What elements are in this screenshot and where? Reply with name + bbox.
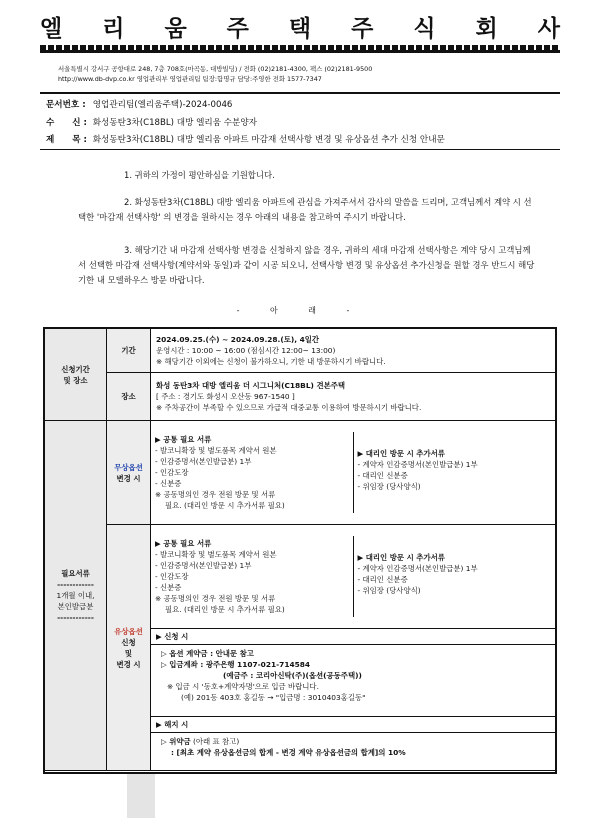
header-solid-rule xyxy=(40,50,560,53)
place-name: 화성 동탄3차 대방 엘리움 더 시그니처(C18BL) 견본주택 xyxy=(156,381,346,390)
company-title-char: 엘 xyxy=(40,16,63,42)
table-continuation-strip xyxy=(127,774,155,818)
place-header: 장소 xyxy=(107,373,151,421)
details-table xyxy=(44,328,556,771)
common-docs-paid xyxy=(151,536,353,617)
address-block xyxy=(52,62,548,92)
docs-label: 필요서류 xyxy=(61,569,90,578)
docs-header xyxy=(45,421,107,771)
cancel-section xyxy=(151,717,556,771)
common-docs-list-paid xyxy=(155,549,349,615)
paid-option-sub-3: 변경 시 xyxy=(116,659,141,669)
place-address: [ 주소 : 경기도 화성시 오산동 967-1540 ] xyxy=(156,392,295,401)
company-title xyxy=(40,10,560,43)
cancel-formula: : [최초 계약 유상옵션금의 합계 - 변경 계약 유상옵션금의 합계]의 10% xyxy=(171,748,406,757)
apply-note: ※ 입금 시 '동호+계약자명'으로 입금 바랍니다. xyxy=(167,682,319,691)
period-header: 기간 xyxy=(107,329,151,373)
list-item: - 대리인 신분증 xyxy=(357,575,408,584)
paragraph-3: 3. 해당기간 내 마감재 선택사항 변경을 신청하지 않을 경우, 귀하의 세대 마감재 선택사항은 계약 당시 고객님께서 선택한 마감재 선택사항(계약서와 동일)과 같이 시공 되오니, 선택사항 변경 및 유상옵션 추가신청을 원할 경우 반드시 해당기한 내 모델하우스 방문 바랍니다. xyxy=(78,245,535,285)
paragraph-1: 1. 귀하의 가정이 평안하심을 기원합니다. xyxy=(124,170,275,180)
recipient xyxy=(46,116,257,128)
docs-separator-2: ------------ xyxy=(57,613,94,622)
free-option-docs xyxy=(151,421,556,525)
docs-separator: ------------ xyxy=(57,580,94,589)
list-item: - 위임장 (당사양식) xyxy=(357,586,421,595)
period-hours: 운영시간 : 10:00 ~ 16:00 (점심시간 12:00~ 13:00) xyxy=(156,346,336,355)
company-title-char: 회 xyxy=(475,16,498,42)
address-rule xyxy=(40,92,560,94)
docs-sub-2: 본인발급분 xyxy=(57,602,94,611)
free-option-header xyxy=(107,421,151,525)
cancel-penalty-label: ▷ 위약금 xyxy=(161,737,191,746)
list-item: - 인감증명서(본인발급분) 1부 xyxy=(155,561,252,570)
apply-example: (예) 201동 403호 홍길동 → "입금명 : 3010403홍길동" xyxy=(181,693,366,702)
agent-docs-title: ▶ 대리인 방문 시 추가서류 xyxy=(357,449,445,458)
recipient-label: 수 신 : xyxy=(46,118,87,128)
list-item: - 인감증명서(본인발급분) 1부 xyxy=(155,457,252,466)
list-item: - 신분증 xyxy=(155,583,182,592)
list-item: - 발코니확장 및 별도품목 계약서 원본 xyxy=(155,550,277,559)
agent-docs-paid xyxy=(353,536,556,617)
doc-number xyxy=(46,98,232,110)
free-option-label: 무상옵션 xyxy=(114,462,143,472)
address-line: 서울특별시 강서구 공항대로 248, 7층 708호(마곡동, 대방빌딩) / 전화 (02)2181-4300, 팩스 (02)2181-9500 xyxy=(58,65,373,73)
common-docs-list xyxy=(155,445,349,511)
company-title-char: 식 xyxy=(413,16,436,42)
list-item: - 계약자 인감증명서(본인발급분) 1부 xyxy=(357,460,478,469)
subject xyxy=(46,133,445,145)
common-docs-title: ▶ 공통 필요 서류 xyxy=(155,435,212,444)
list-item: - 계약자 인감증명서(본인발급분) 1부 xyxy=(357,564,478,573)
doc-number-label: 문서번호 : xyxy=(46,100,86,110)
agent-docs-title-paid: ▶ 대리인 방문 시 추가서류 xyxy=(357,553,445,562)
company-title-char: 주 xyxy=(351,16,374,42)
list-item: - 인감도장 xyxy=(155,468,189,477)
cancel-title: ▶ 해지 시 xyxy=(151,717,555,733)
place-cell xyxy=(151,373,556,421)
list-item: - 인감도장 xyxy=(155,572,189,581)
company-title-char: 리 xyxy=(102,16,125,42)
cancel-penalty-ref: (아래 표 참고) xyxy=(190,737,240,746)
subject-value: 화성동탄3차(C18BL) 대방 엘리움 아파트 마감재 선택사항 변경 및 유상옵션 추가 신청 안내문 xyxy=(92,135,445,145)
company-title-char: 사 xyxy=(537,16,560,42)
common-docs-title-paid: ▶ 공통 필요 서류 xyxy=(155,539,212,548)
recipient-value: 화성동탄3차(C18BL) 대방 엘리움 수분양자 xyxy=(92,118,257,128)
docs-sub-1: 1개월 이내, xyxy=(56,591,95,600)
place-note: ※ 주차공간이 부족할 수 있으므로 가급적 대중교통 이용하여 방문하시기 바랍니다. xyxy=(156,403,422,412)
paid-option-sub-1: 신청 xyxy=(121,637,136,647)
apply-title: ▶ 신청 시 xyxy=(151,629,555,645)
doc-number-value: 영업관리팀(엘리움주택)-2024-0046 xyxy=(92,100,233,110)
cancel-penalty xyxy=(161,736,550,747)
paid-option-header xyxy=(107,525,151,771)
meta-rule xyxy=(40,149,560,150)
period-dates: 2024.09.25.(수) ~ 2024.09.28.(토), 4일간 xyxy=(156,335,320,344)
apply-deposit: ▷ 옵션 계약금 : 안내문 참고 xyxy=(161,649,254,658)
paragraph-2: 2. 화성동탄3차(C18BL) 대방 엘리움 아파트에 관심을 가져주셔서 감사의 말씀을 드리며, 고객님께서 계약 시 선택한 '마감재 선택사항' 의 변경을 원하시는 경우 아래의 내용을 참고하여 주시기 바랍니다. xyxy=(78,197,532,222)
period-note: ※ 해당기간 이외에는 신청이 불가하오니, 기한 내 방문하시기 바랍니다. xyxy=(156,357,386,366)
list-item: 필요. (대리인 방문 시 추가서류 필요) xyxy=(165,501,285,510)
apply-account: ▷ 입금계좌 : 광주은행 1107-021-714584 xyxy=(161,660,311,669)
paid-option-label: 유상옵션 xyxy=(114,626,143,636)
common-docs-free xyxy=(151,432,353,513)
list-item: - 발코니확장 및 별도품목 계약서 원본 xyxy=(155,446,277,455)
agent-docs-list xyxy=(358,459,552,492)
company-title-char: 주 xyxy=(226,16,249,42)
agent-docs-free xyxy=(353,432,556,513)
paid-option-docs xyxy=(151,525,556,629)
free-option-sub: 변경 시 xyxy=(116,473,141,483)
company-title-char: 택 xyxy=(288,16,312,42)
paid-option-sub-2: 및 xyxy=(124,648,133,658)
company-title-char: 움 xyxy=(164,16,187,42)
subject-label: 제 목 : xyxy=(46,135,87,145)
contact-line: http://www.db-dvp.co.kr 영업관리부 영업관리팀 팀장:함명규 담당:주영한 전화 1577-7347 xyxy=(58,75,322,83)
list-item: 필요. (대리인 방문 시 추가서류 필요) xyxy=(165,605,285,614)
list-item: - 대리인 신분증 xyxy=(357,471,408,480)
apply-holder: (예금주 : 코리아신탁(주)(옵션(공동주택)) xyxy=(223,671,362,680)
list-item: ※ 공동명의인 경우 전원 방문 및 서류 xyxy=(155,490,276,499)
period-place-header: 신청기간 및 장소 xyxy=(45,329,107,421)
list-item: - 신분증 xyxy=(155,479,182,488)
period-cell xyxy=(151,329,556,373)
apply-section xyxy=(151,629,556,717)
below-heading: - 아 래 - xyxy=(236,306,364,315)
list-item: ※ 공동명의인 경우 전원 방문 및 서류 xyxy=(155,594,276,603)
list-item: - 위임장 (당사양식) xyxy=(357,482,421,491)
agent-docs-list-paid xyxy=(358,563,552,596)
